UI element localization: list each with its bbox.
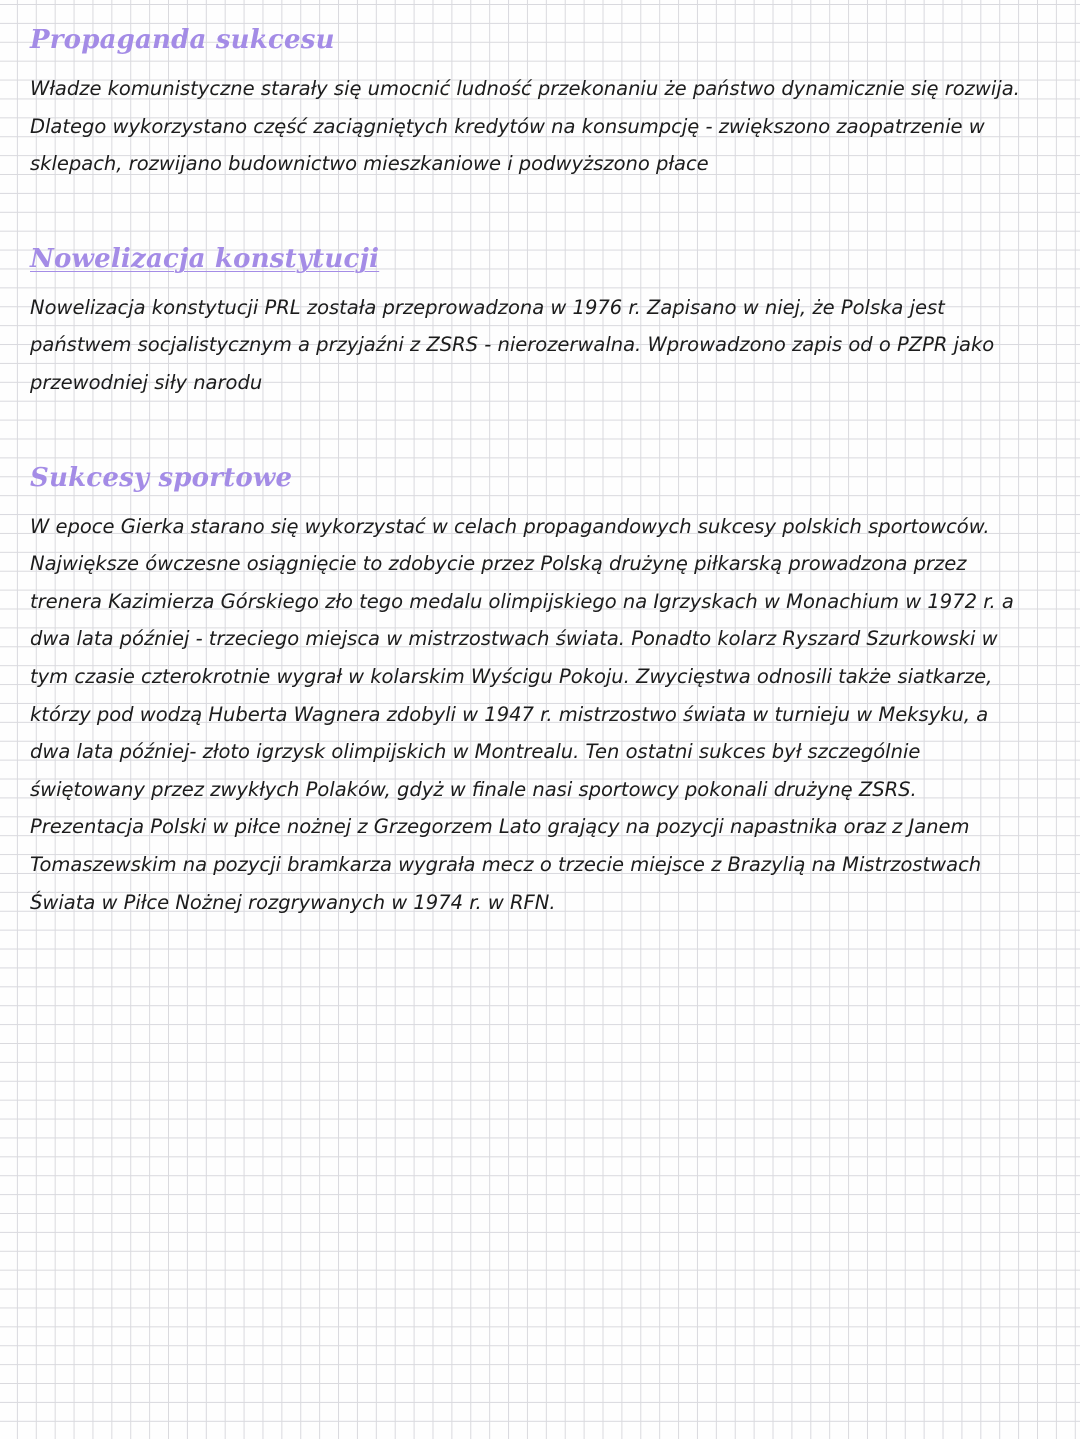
section-heading-sport: Sukcesy sportowe [30, 462, 293, 493]
text-line: Prezentacja Polski w piłce nożnej z Grzegorzem Lato grający na pozycji napastnika oraz z Janem [30, 815, 970, 839]
section-body-propaganda [30, 70, 1055, 183]
text-line: świętowany przez zwykłych Polaków, gdyż w finale nasi sportowcy pokonali drużynę ZSRS. [30, 777, 917, 801]
text-line: Tomaszewskim na pozycji bramkarza wygrała mecz o trzecie miejsce z Brazylią na Mistrzostwach [30, 852, 982, 876]
text-line: dwa lata później - trzeciego miejsca w mistrzostwach świata. Ponadto kolarz Ryszard Szurkowski w [30, 627, 998, 651]
text-line: Dlatego wykorzystano część zaciągniętych kredytów na konsumpcję - zwiększono zaopatrzenie w [30, 114, 985, 138]
section-body-konstytucja [30, 289, 1055, 402]
text-line: trenera Kazimierza Górskiego zło tego medalu olimpijskiego na Igrzyskach w Monachium w 1972 r. a [30, 589, 1014, 613]
text-line: W epoce Gierka starano się wykorzystać w celach propagandowych sukcesy polskich sportowców. [30, 514, 990, 538]
text-line: tym czasie czterokrotnie wygrał w kolarskim Wyścigu Pokoju. Zwycięstwa odnosili także siatkarze, [30, 664, 993, 688]
section-heading-konstytucja: Nowelizacja konstytucji [30, 243, 380, 274]
text-line: sklepach, rozwijano budownictwo mieszkaniowe i podwyższono płace [30, 152, 709, 176]
text-line: Świata w Piłce Nożnej rozgrywanych w 1974 r. w RFN. [30, 890, 556, 914]
text-line: Nowelizacja konstytucji PRL została przeprowadzona w 1976 r. Zapisano w niej, że Polska jest [30, 295, 945, 319]
text-line: Władze komunistyczne starały się umocnić ludność przekonaniu że państwo dynamicznie się rozwija. [30, 77, 1020, 100]
text-line: którzy pod wodzą Huberta Wagnera zdobyli w 1947 r. mistrzostwo świata w turnieju w Meksyku, a [30, 702, 989, 726]
text-line: przewodniej siły narodu [30, 370, 263, 394]
text-line: Największe ówczesne osiągnięcie to zdobycie przez Polską drużynę piłkarską prowadzona przez [30, 552, 967, 576]
text-line: państwem socjalistycznym a przyjaźni z ZSRS - nierozerwalna. Wprowadzono zapis od o PZPR jako [30, 333, 995, 357]
section-body-sport [30, 508, 1055, 922]
section-heading-propaganda: Propaganda sukcesu [30, 25, 335, 55]
text-line: dwa lata później- złoto igrzysk olimpijskich w Montrealu. Ten ostatni sukces był szczególnie [30, 740, 921, 764]
notes-page [30, 22, 1055, 921]
